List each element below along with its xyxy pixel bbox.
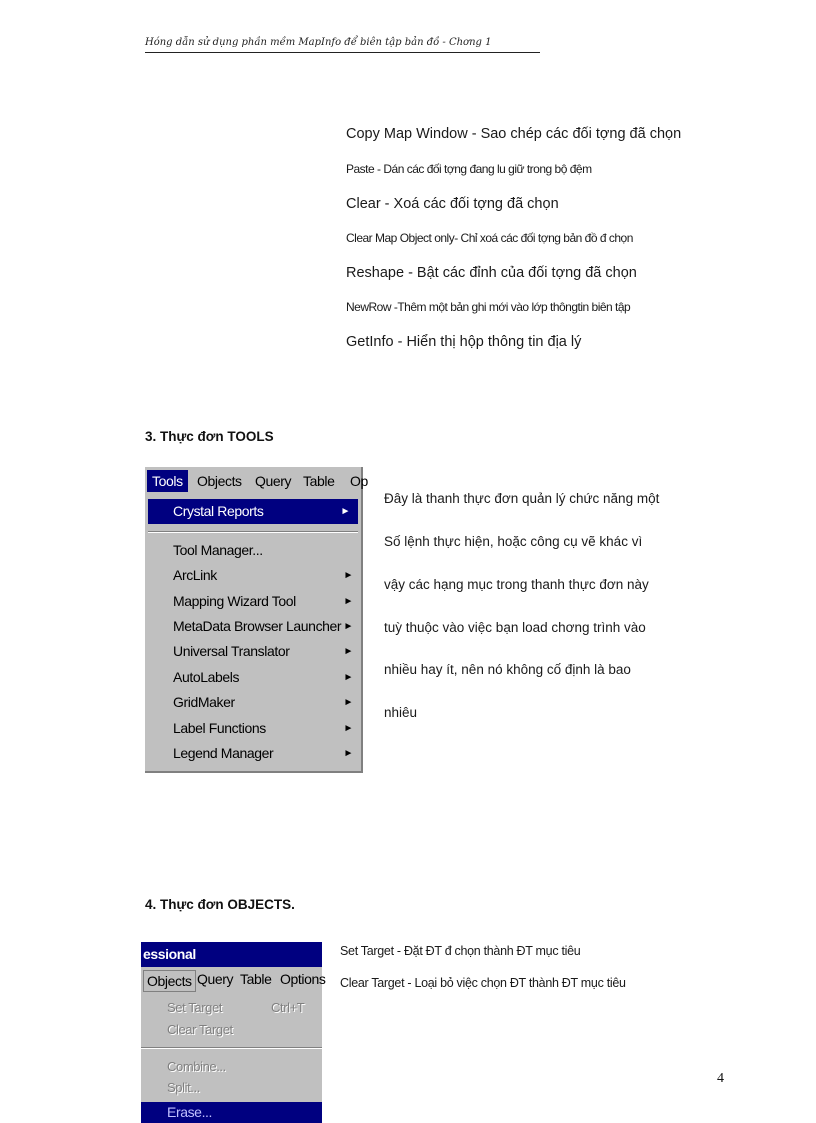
menubar-objects[interactable]: Objects <box>197 473 242 489</box>
edit-line-paste: Paste - Dán các đối tợng đang lu giữ trong bộ đệm <box>346 162 592 176</box>
tools-menu-screenshot <box>145 467 368 773</box>
tools-paragraph-line: Số lệnh thực hiện, hoặc công cụ vẽ khác vì <box>384 534 643 549</box>
page-number: 4 <box>717 1071 724 1086</box>
menubar-table[interactable]: Table <box>240 971 272 987</box>
menubar-options[interactable]: Op <box>350 473 368 489</box>
edit-line-clear-map-object: Clear Map Object only- Chỉ xoá các đối tợng bản đồ đ chọn <box>346 231 633 245</box>
tools-paragraph-line: nhiều hay ít, nên nó không cố định là bao <box>384 662 631 677</box>
tools-menubar <box>145 467 368 495</box>
tools-paragraph-line: tuỳ thuộc vào việc bạn load chơng trình vào <box>384 620 646 635</box>
objects-menu-screenshot <box>141 942 326 1123</box>
menu-item-gridmaker[interactable]: GridMaker ► <box>145 690 361 715</box>
menu-item-erase[interactable]: Erase... <box>141 1102 322 1123</box>
menu-item-crystal-reports[interactable]: Crystal Reports ► <box>148 499 358 524</box>
menubar-query[interactable]: Query <box>197 971 234 987</box>
submenu-arrow-icon: ► <box>343 672 353 683</box>
menu-item-split[interactable]: Split... <box>167 1080 200 1095</box>
submenu-arrow-icon: ► <box>343 748 353 759</box>
menu-item-label-functions[interactable]: Label Functions ► <box>145 716 361 741</box>
tools-paragraph-line: nhiêu <box>384 705 418 720</box>
menubar-tools[interactable]: Tools <box>147 470 188 492</box>
submenu-arrow-icon: ► <box>343 723 353 734</box>
tools-section-title: 3. Thực đơn TOOLS <box>145 429 274 444</box>
menu-item-universal-translator[interactable]: Universal Translator ► <box>145 639 361 664</box>
edit-line-newrow: NewRow -Thêm một bản ghi mới vào lớp thôngtin biên tập <box>346 300 631 314</box>
menu-item-mapping-wizard-tool[interactable]: Mapping Wizard Tool ► <box>145 589 361 614</box>
menu-item-legend-manager[interactable]: Legend Manager ► <box>145 741 361 766</box>
edit-line-clear: Clear - Xoá các đối tợng đã chọn <box>346 196 559 212</box>
menubar-table[interactable]: Table <box>303 473 335 489</box>
menu-item-clear-target[interactable]: Clear Target <box>167 1022 233 1037</box>
menu-item-combine[interactable]: Combine... <box>167 1059 226 1074</box>
tools-paragraph-line: Đây là thanh thực đơn quản lý chức năng một <box>384 491 660 506</box>
objects-menubar <box>141 967 326 993</box>
menubar-options[interactable]: Options <box>280 971 326 987</box>
menu-item-set-target[interactable]: Set Target <box>167 1000 223 1015</box>
menubar-objects[interactable]: Objects <box>143 970 196 992</box>
submenu-arrow-icon: ► <box>343 621 353 632</box>
set-target-shortcut: Ctrl+T <box>271 1000 305 1015</box>
menu-item-metadata-browser-launcher[interactable]: MetaData Browser Launcher ► <box>145 614 361 639</box>
submenu-arrow-icon: ► <box>343 697 353 708</box>
menu-separator <box>148 531 358 533</box>
edit-line-getinfo: GetInfo - Hiển thị hộp thông tin địa lý <box>346 334 582 350</box>
objects-section-title: 4. Thực đơn OBJECTS. <box>145 897 295 912</box>
menu-separator <box>141 1047 322 1049</box>
page-header: Hóng dẫn sử dụng phần mềm MapInfo để biên tập bản đồ - Chơng 1 <box>145 37 540 53</box>
submenu-arrow-icon: ► <box>343 646 353 657</box>
submenu-arrow-icon: ► <box>340 506 350 517</box>
tools-paragraph-line: vậy các hạng mục trong thanh thực đơn này <box>384 577 649 592</box>
menu-item-arclink[interactable]: ArcLink ► <box>145 563 361 588</box>
menu-item-tool-manager[interactable]: Tool Manager... <box>173 542 263 558</box>
submenu-arrow-icon: ► <box>343 596 353 607</box>
objects-line-set-target: Set Target - Đặt ĐT đ chọn thành ĐT mục tiêu <box>340 944 581 958</box>
submenu-arrow-icon: ► <box>343 570 353 581</box>
menu-item-autolabels[interactable]: AutoLabels ► <box>145 665 361 690</box>
window-titlebar: essional <box>141 942 322 967</box>
edit-line-reshape: Reshape - Bật các đỉnh của đối tợng đã chọn <box>346 265 637 281</box>
edit-line-copy-map-window: Copy Map Window - Sao chép các đối tợng đã chọn <box>346 126 682 142</box>
objects-line-clear-target: Clear Target - Loại bỏ việc chọn ĐT thành ĐT mục tiêu <box>340 976 626 990</box>
menubar-query[interactable]: Query <box>255 473 292 489</box>
